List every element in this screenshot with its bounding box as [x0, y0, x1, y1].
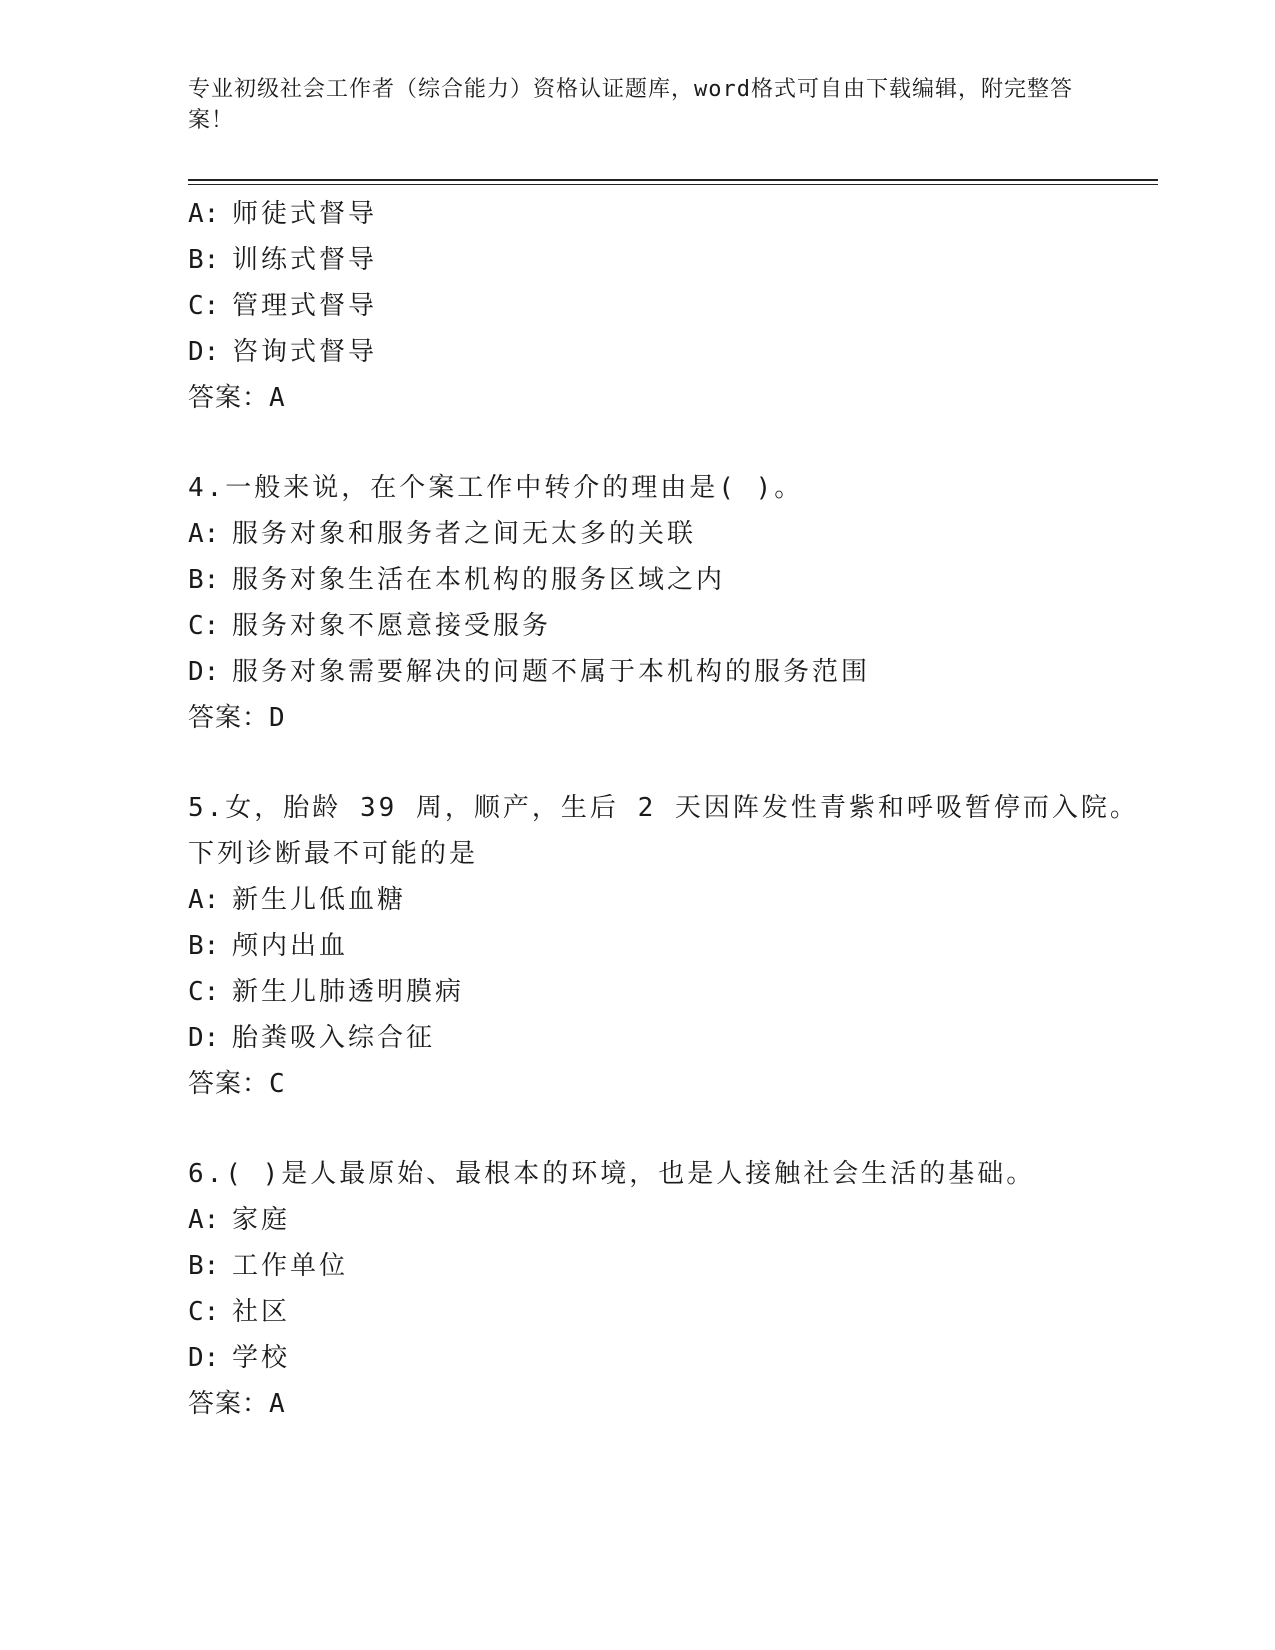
option-label: B: — [188, 565, 220, 595]
option-label: C: — [188, 291, 220, 321]
option-d — [188, 1015, 1148, 1061]
option-b — [188, 1243, 1148, 1289]
option-label: A: — [188, 885, 220, 915]
option-a — [188, 1197, 1148, 1243]
option-label: D: — [188, 337, 220, 367]
header-divider — [188, 179, 1158, 181]
question-3 — [188, 191, 1148, 421]
option-b — [188, 557, 1148, 603]
spacer — [188, 421, 1148, 465]
question-stem-continued: 下列诊断最不可能的是 — [188, 839, 479, 869]
option-text: 咨询式督导 — [232, 337, 378, 367]
option-label: A: — [188, 1205, 220, 1235]
option-text: 工作单位 — [232, 1251, 349, 1281]
option-label: B: — [188, 931, 220, 961]
option-text: 管理式督导 — [232, 291, 378, 321]
option-text: 家庭 — [232, 1205, 291, 1235]
option-text: 服务对象和服务者之间无太多的关联 — [232, 519, 697, 549]
option-d — [188, 329, 1148, 375]
option-b — [188, 237, 1148, 283]
option-label: C: — [188, 611, 220, 641]
option-label: B: — [188, 245, 220, 275]
option-label: A: — [188, 519, 220, 549]
option-label: A: — [188, 199, 220, 229]
option-text: 服务对象生活在本机构的服务区域之内 — [232, 565, 726, 595]
option-text: 新生儿肺透明膜病 — [232, 977, 465, 1007]
option-text: 新生儿低血糖 — [232, 885, 407, 915]
option-text: 社区 — [232, 1297, 291, 1327]
option-text: 服务对象不愿意接受服务 — [232, 611, 552, 641]
option-text: 胎粪吸入综合征 — [232, 1023, 436, 1053]
option-a — [188, 191, 1148, 237]
option-text: 学校 — [232, 1343, 291, 1373]
option-label: B: — [188, 1251, 220, 1281]
question-list — [188, 191, 1148, 1427]
option-label: D: — [188, 1023, 220, 1053]
question-stem: 6.( )是人最原始、最根本的环境，也是人接触社会生活的基础。 — [188, 1159, 1036, 1189]
option-label: D: — [188, 657, 220, 687]
header-divider-thin — [188, 184, 1158, 185]
option-c — [188, 603, 1148, 649]
spacer — [188, 1107, 1148, 1151]
option-c — [188, 969, 1148, 1015]
option-label: C: — [188, 977, 220, 1007]
answer: 答案：D — [188, 703, 286, 733]
option-c — [188, 1289, 1148, 1335]
spacer — [188, 741, 1148, 785]
option-a — [188, 877, 1148, 923]
option-b — [188, 923, 1148, 969]
option-c — [188, 283, 1148, 329]
question-stem: 5.女，胎龄 39 周，顺产，生后 2 天因阵发性青紫和呼吸暂停而入院。 — [188, 793, 1139, 823]
option-text: 颅内出血 — [232, 931, 349, 961]
question-6 — [188, 1151, 1148, 1427]
option-label: C: — [188, 1297, 220, 1327]
page-header: 专业初级社会工作者（综合能力）资格认证题库，word格式可自由下载编辑，附完整答案！ — [188, 77, 1073, 133]
answer: 答案：C — [188, 1069, 286, 1099]
question-4 — [188, 465, 1148, 741]
option-text: 师徒式督导 — [232, 199, 378, 229]
option-text: 服务对象需要解决的问题不属于本机构的服务范围 — [232, 657, 871, 687]
question-5 — [188, 785, 1148, 1107]
option-d — [188, 649, 1148, 695]
option-text: 训练式督导 — [232, 245, 378, 275]
option-label: D: — [188, 1343, 220, 1373]
option-a — [188, 511, 1148, 557]
answer: 答案：A — [188, 1389, 286, 1419]
option-d — [188, 1335, 1148, 1381]
answer: 答案：A — [188, 383, 286, 413]
question-stem: 4.一般来说，在个案工作中转介的理由是( )。 — [188, 473, 804, 503]
